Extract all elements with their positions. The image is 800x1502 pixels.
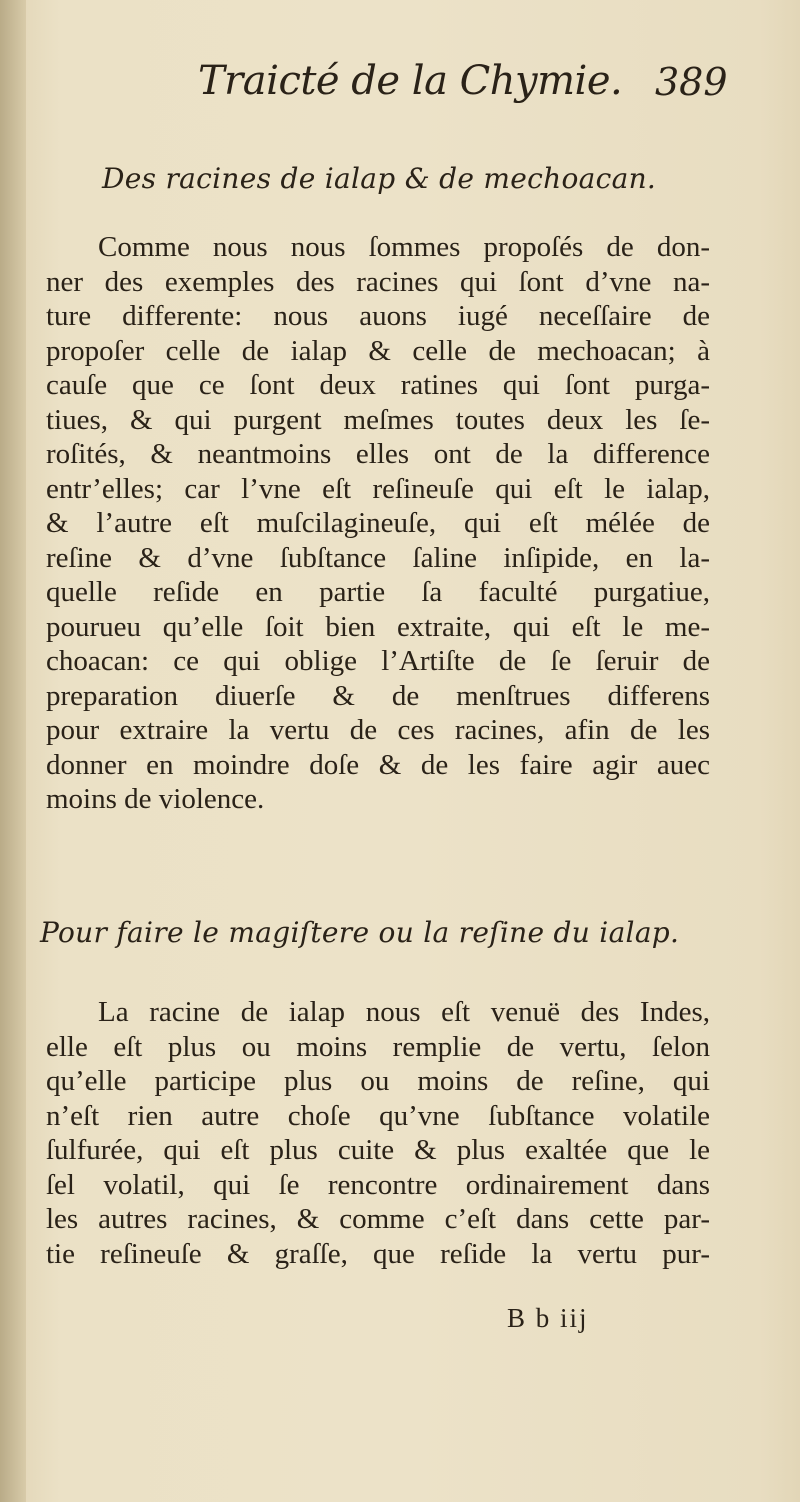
text-line: ſel volatil, qui ſe rencontre ordinairement dans <box>46 1168 710 1201</box>
text-line: n’eſt rien autre choſe qu’vne ſubſtance volatile <box>46 1099 710 1132</box>
text-line: ner des exemples des racines qui ſont d’vne na- <box>46 265 710 298</box>
text-line: choacan: ce qui oblige l’Artiſte de ſe ſeruir de <box>46 645 710 677</box>
text-line: moins de violence. <box>46 783 265 815</box>
text-line: preparation diuerſe & de menſtrues differens <box>46 679 710 712</box>
text-line: Comme nous nous ſommes propoſés de don- <box>98 231 710 263</box>
text-line: qu’elle participe plus ou moins de reſine, qui <box>46 1065 710 1097</box>
paragraph-magistere <box>46 995 710 1271</box>
text-line: propoſer celle de ialap & celle de mechoacan; à <box>46 334 710 367</box>
text-line: cauſe que ce ſont deux ratines qui ſont purga- <box>46 369 710 401</box>
text-line: quelle reſide en partie ſa faculté purgatiue, <box>46 576 710 608</box>
text-line: elle eſt plus ou moins remplie de vertu, ſelon <box>46 1030 710 1063</box>
running-title: Traicté de la Chymie. <box>198 58 623 104</box>
page-number: 389 <box>655 60 728 104</box>
text-line: donner en moindre doſe & de les faire agir auec <box>46 748 710 781</box>
text-line: ture differente: nous auons iugé neceſſaire de <box>46 300 710 332</box>
page-gutter <box>0 0 26 1502</box>
text-line: roſités, & neantmoins elles ont de la difference <box>46 438 710 470</box>
paragraph-racines <box>46 230 710 817</box>
signature-mark: B b iij <box>507 1303 589 1333</box>
text-line: La racine de ialap nous eſt venuë des Indes, <box>98 996 710 1028</box>
text-line: pourueu qu’elle ſoit bien extraite, qui eſt le me- <box>46 610 710 643</box>
text-line: les autres racines, & comme c’eſt dans cette par- <box>46 1203 710 1235</box>
section-heading-magistere: Pour faire le magiſtere ou la reſine du ialap. <box>40 916 680 949</box>
text-line: pour extraire la vertu de ces racines, afin de les <box>46 714 710 746</box>
text-line: entr’elles; car l’vne eſt reſineuſe qui eſt le ialap, <box>46 472 710 505</box>
text-line: & l’autre eſt muſcilagineuſe, qui eſt mélée de <box>46 507 710 539</box>
text-line: ſulfurée, qui eſt plus cuite & plus exaltée que le <box>46 1134 710 1166</box>
text-line: reſine & d’vne ſubſtance ſaline inſipide, en la- <box>46 541 710 574</box>
page-header <box>0 58 800 118</box>
text-line: tiues, & qui purgent meſmes toutes deux les ſe- <box>46 403 710 436</box>
text-line: tie reſineuſe & graſſe, que reſide la vertu pur- <box>46 1237 710 1270</box>
section-heading-ialap-mechoacan: Des racines de ialap & de mechoacan. <box>102 162 657 195</box>
